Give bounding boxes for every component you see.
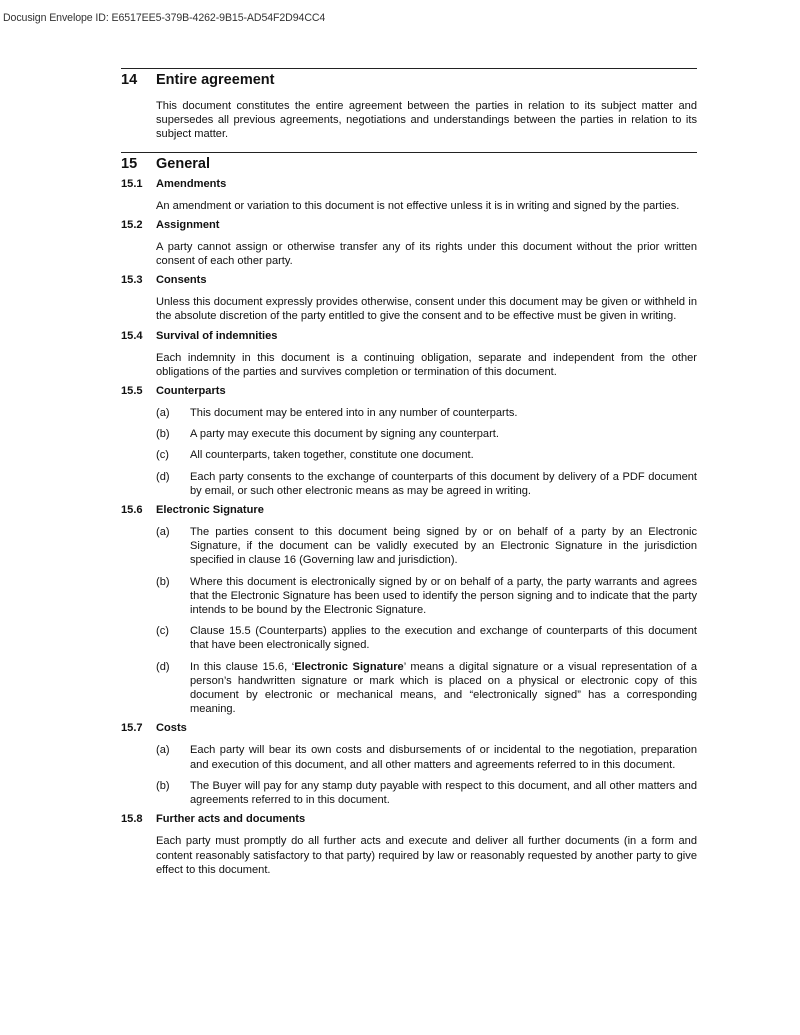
list-item-label: (a) xyxy=(156,526,170,539)
section-number: 14 xyxy=(121,72,138,88)
section-14-text: This document constitutes the entire agreement between the parties in relation to its subject matter and supersedes all previous agreements, negotiations and understandings between the parties in relation to its subject matter. xyxy=(156,100,697,141)
clause-15-3-text: Unless this document expressly provides otherwise, consent under this document may be given or withheld in the absolute discretion of the party entitled to give the consent and to be effective must be given in writing. xyxy=(156,296,697,323)
list-item xyxy=(156,525,697,568)
clause-15-2-text: A party cannot assign or otherwise transfer any of its rights under this document without the prior written consent of each other party. xyxy=(156,240,697,268)
section-number: 15 xyxy=(121,155,138,172)
document-page xyxy=(121,68,697,877)
list-item-label: (c) xyxy=(156,625,169,638)
list-item-text: The Buyer will pay for any stamp duty payable with respect to this document, and all other matters and agreements referred to in this document. xyxy=(190,779,697,807)
clause-number: 15.7 xyxy=(121,722,143,735)
clause-title: Further acts and documents xyxy=(156,813,306,826)
section-title: Entire agreement xyxy=(156,72,275,88)
list-item-text: All counterparts, taken together, constitute one document. xyxy=(190,449,474,462)
list-item-label: (a) xyxy=(156,744,170,757)
clause-title: Electronic Signature xyxy=(156,504,264,517)
clause-number: 15.2 xyxy=(121,218,143,231)
clause-heading-15-8 xyxy=(121,813,697,827)
clause-number: 15.1 xyxy=(121,177,143,190)
clause-title: Assignment xyxy=(156,218,220,231)
clause-heading-15-1 xyxy=(121,178,697,192)
list-item xyxy=(156,448,697,462)
section-divider xyxy=(121,68,697,69)
section-title: General xyxy=(156,155,210,172)
clause-15-4-text: Each indemnity in this document is a continuing obligation, separate and independent from the other obligations of the parties and survives completion or termination of this document. xyxy=(156,351,697,378)
envelope-id-header: Docusign Envelope ID: E6517EE5-379B-4262-9B15-AD54F2D94CC4 xyxy=(3,12,326,24)
clause-heading-15-7 xyxy=(121,722,697,736)
clause-number: 15.6 xyxy=(121,504,143,517)
clause-title: Survival of indemnities xyxy=(156,329,278,342)
clause-15-1-text: An amendment or variation to this document is not effective unless it is in writing and signed by the parties. xyxy=(156,199,680,212)
list-item-text: This document may be entered into in any number of counterparts. xyxy=(190,407,518,420)
list-item-text: Each party will bear its own costs and disbursements of or incidental to the negotiation, preparation and execution of this document, and all other matters and agreements referred to in this document. xyxy=(190,744,697,771)
list-item-text xyxy=(190,660,697,717)
definition-post: ’ means a digital signature or a visual representation of a person’s handwritten signature or mark which is placed on a physical or electronic copy of this document by electronic or mechanical means, and “electronically signed” has a corresponding meaning. xyxy=(190,660,697,716)
list-item xyxy=(156,470,697,498)
list-item-label: (b) xyxy=(156,575,170,588)
clause-15-8-text: Each party must promptly do all further acts and execute and deliver all further documents (in a form and content reasonably satisfactory to that party) required by law or reasonably requested by another party to give effect to this document. xyxy=(156,835,697,876)
list-item xyxy=(156,660,697,717)
clause-title: Amendments xyxy=(156,177,227,190)
clause-heading-15-5 xyxy=(121,385,697,399)
list-item-text: The parties consent to this document being signed by or on behalf of a party by an Electronic Signature, if the document can be validly executed by an Electronic Signature in the jurisdiction specified in clause 16 (Governing law and jurisdiction). xyxy=(190,526,697,567)
clause-title: Counterparts xyxy=(156,385,226,398)
list-item-label: (c) xyxy=(156,449,169,462)
list-item-label: (d) xyxy=(156,470,170,483)
clause-heading-15-3 xyxy=(121,274,697,288)
clause-heading-15-2 xyxy=(121,219,697,233)
section-heading-14 xyxy=(121,72,697,93)
list-item-text: A party may execute this document by signing any counterpart. xyxy=(190,428,499,441)
list-item-text: Clause 15.5 (Counterparts) applies to the execution and exchange of counterparts of this document that have been electronically signed. xyxy=(190,625,697,652)
list-item xyxy=(156,427,697,441)
list-item-label: (b) xyxy=(156,428,170,441)
list-item xyxy=(156,743,697,771)
clause-number: 15.4 xyxy=(121,329,143,342)
definition-pre: In this clause 15.6, ‘ xyxy=(190,660,295,673)
clause-number: 15.8 xyxy=(121,813,143,826)
list-item xyxy=(156,779,697,807)
clause-heading-15-4 xyxy=(121,330,697,344)
defined-term: Electronic Signature xyxy=(294,660,404,673)
list-item-label: (b) xyxy=(156,779,170,792)
list-item xyxy=(156,406,697,420)
list-item-text: Each party consents to the exchange of counterparts of this document by delivery of a PDF document by email, or such other electronic means as may be agreed in writing. xyxy=(190,470,697,497)
clause-number: 15.5 xyxy=(121,385,143,398)
clause-title: Costs xyxy=(156,722,187,735)
clause-heading-15-6 xyxy=(121,504,697,518)
list-item-text: Where this document is electronically signed by or on behalf of a party, the party warrants and agrees that the Electronic Signature has been used to identify the person signing and to indicate that the party intends to be bound by the Electronic Signature. xyxy=(190,575,697,617)
list-item xyxy=(156,624,697,652)
section-divider xyxy=(121,152,697,153)
clause-title: Consents xyxy=(156,274,207,287)
list-item-label: (d) xyxy=(156,660,170,673)
section-heading-15 xyxy=(121,156,697,177)
list-item xyxy=(156,575,697,618)
clause-number: 15.3 xyxy=(121,274,143,287)
list-item-label: (a) xyxy=(156,407,170,420)
